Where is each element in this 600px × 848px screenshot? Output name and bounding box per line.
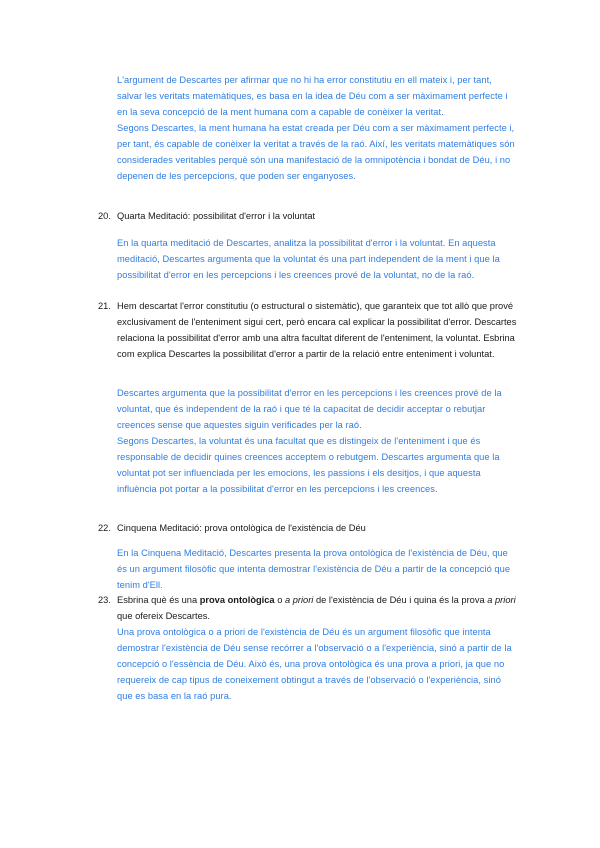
question-text bbox=[117, 592, 518, 624]
question-term-italic: a priori bbox=[487, 595, 516, 605]
question-term-bold: prova ontològica bbox=[199, 595, 275, 605]
answer-block-19 bbox=[117, 72, 517, 184]
question-21 bbox=[98, 298, 518, 362]
question-number: 20. bbox=[98, 211, 111, 221]
question-number: 22. bbox=[98, 523, 111, 533]
answer-paragraph: En la quarta meditació de Descartes, analitza la possibilitat d'error i la voluntat. En aquesta meditació, Descartes argumenta que la voluntat és una part independent de la ment i que la possibilitat d'error en les percepcions i les creences prové de la voluntat, no de la raó. bbox=[117, 238, 500, 280]
answer-paragraph: Segons Descartes, la ment humana ha estat creada per Déu com a ser màximament perfecte i, per tant, és capable de conèixer la veritat a través de la raó. Així, les veritats matemàtiques són considerades veritables perquè són una manifestació de la omnipotència i bondat de Déu, i no depenen de les percepcions, que poden ser enganyoses. bbox=[117, 123, 515, 181]
answer-block-22 bbox=[117, 545, 517, 593]
question-text: Hem descartat l'error constitutiu (o estructural o sistemàtic), que garanteix que tot allò que prové exclusivament de l'enteniment sigui cert, però encara cal explicar la possibilitat d'error. Descartes relaciona la possibilitat d'error amb una altra facultat diferent de l'enteniment, la voluntat. Esbrina com explica Descartes la possibilitat d'error a partir de la relació entre enteniment i voluntat. bbox=[117, 301, 517, 359]
answer-paragraph: Segons Descartes, la voluntat és una facultat que es distingeix de l'enteniment i que és responsable de decidir quines creences acceptem o rebutgem. Descartes argumenta que la voluntat pot ser influenciada per les emocions, les passions i els desitjos, i que aquesta influència pot portar a la possibilitat d'error en les percepcions i les creences. bbox=[117, 436, 500, 494]
question-22 bbox=[98, 520, 518, 536]
question-text-part: o bbox=[274, 595, 285, 605]
answer-block-20 bbox=[117, 235, 517, 283]
answer-paragraph: En la Cinquena Meditació, Descartes presenta la prova ontològica de l'existència de Déu, que és un argument filosòfic que intenta demostrar l'existència de Déu a partir de la concepció que tenim d'Ell. bbox=[117, 548, 511, 590]
answer-block-23 bbox=[117, 624, 517, 704]
question-number: 23. bbox=[98, 595, 111, 605]
answer-paragraph: Descartes argumenta que la possibilitat d'error en les percepcions i les creences prové de la voluntat, que és independent de la raó i que té la capacitat de decidir acceptar o rebutjar creences sense que aquestes siguin verificades per la raó. bbox=[117, 388, 502, 430]
answer-block-21 bbox=[117, 385, 517, 497]
question-text-part: que ofereix Descartes. bbox=[117, 611, 211, 621]
question-term-italic: a priori bbox=[284, 595, 314, 605]
question-text: Quarta Meditació: possibilitat d'error i la voluntat bbox=[117, 211, 316, 221]
answer-paragraph: L'argument de Descartes per afirmar que no hi ha error constitutiu en ell mateix i, per tant, salvar les veritats matemàtiques, es basa en la idea de Déu com a ser màximament perfecte i en la seva concepció de la ment humana com a capable de conèixer la veritat. bbox=[117, 75, 508, 117]
question-text-part: Esbrina què és una bbox=[117, 595, 200, 605]
question-text-part: de l'existència de Déu i quina és la prova bbox=[313, 595, 488, 605]
answer-paragraph: Una prova ontològica o a priori de l'existència de Déu és un argument filosòfic que intenta demostrar l'existència de Déu sense recórrer a l'observació o a l'experiència, sinó a partir de la concepció o l'essència de Déu. Això és, una prova ontològica és una prova a priori, ja que no requereix de cap tipus de coneixement obtingut a través de l'observació o l'experiència, sinó que es basa en la raó pura. bbox=[117, 627, 512, 701]
question-23 bbox=[98, 592, 518, 624]
question-20 bbox=[98, 208, 518, 224]
question-number: 21. bbox=[98, 301, 111, 311]
question-text: Cinquena Meditació: prova ontològica de l'existència de Déu bbox=[117, 523, 366, 533]
